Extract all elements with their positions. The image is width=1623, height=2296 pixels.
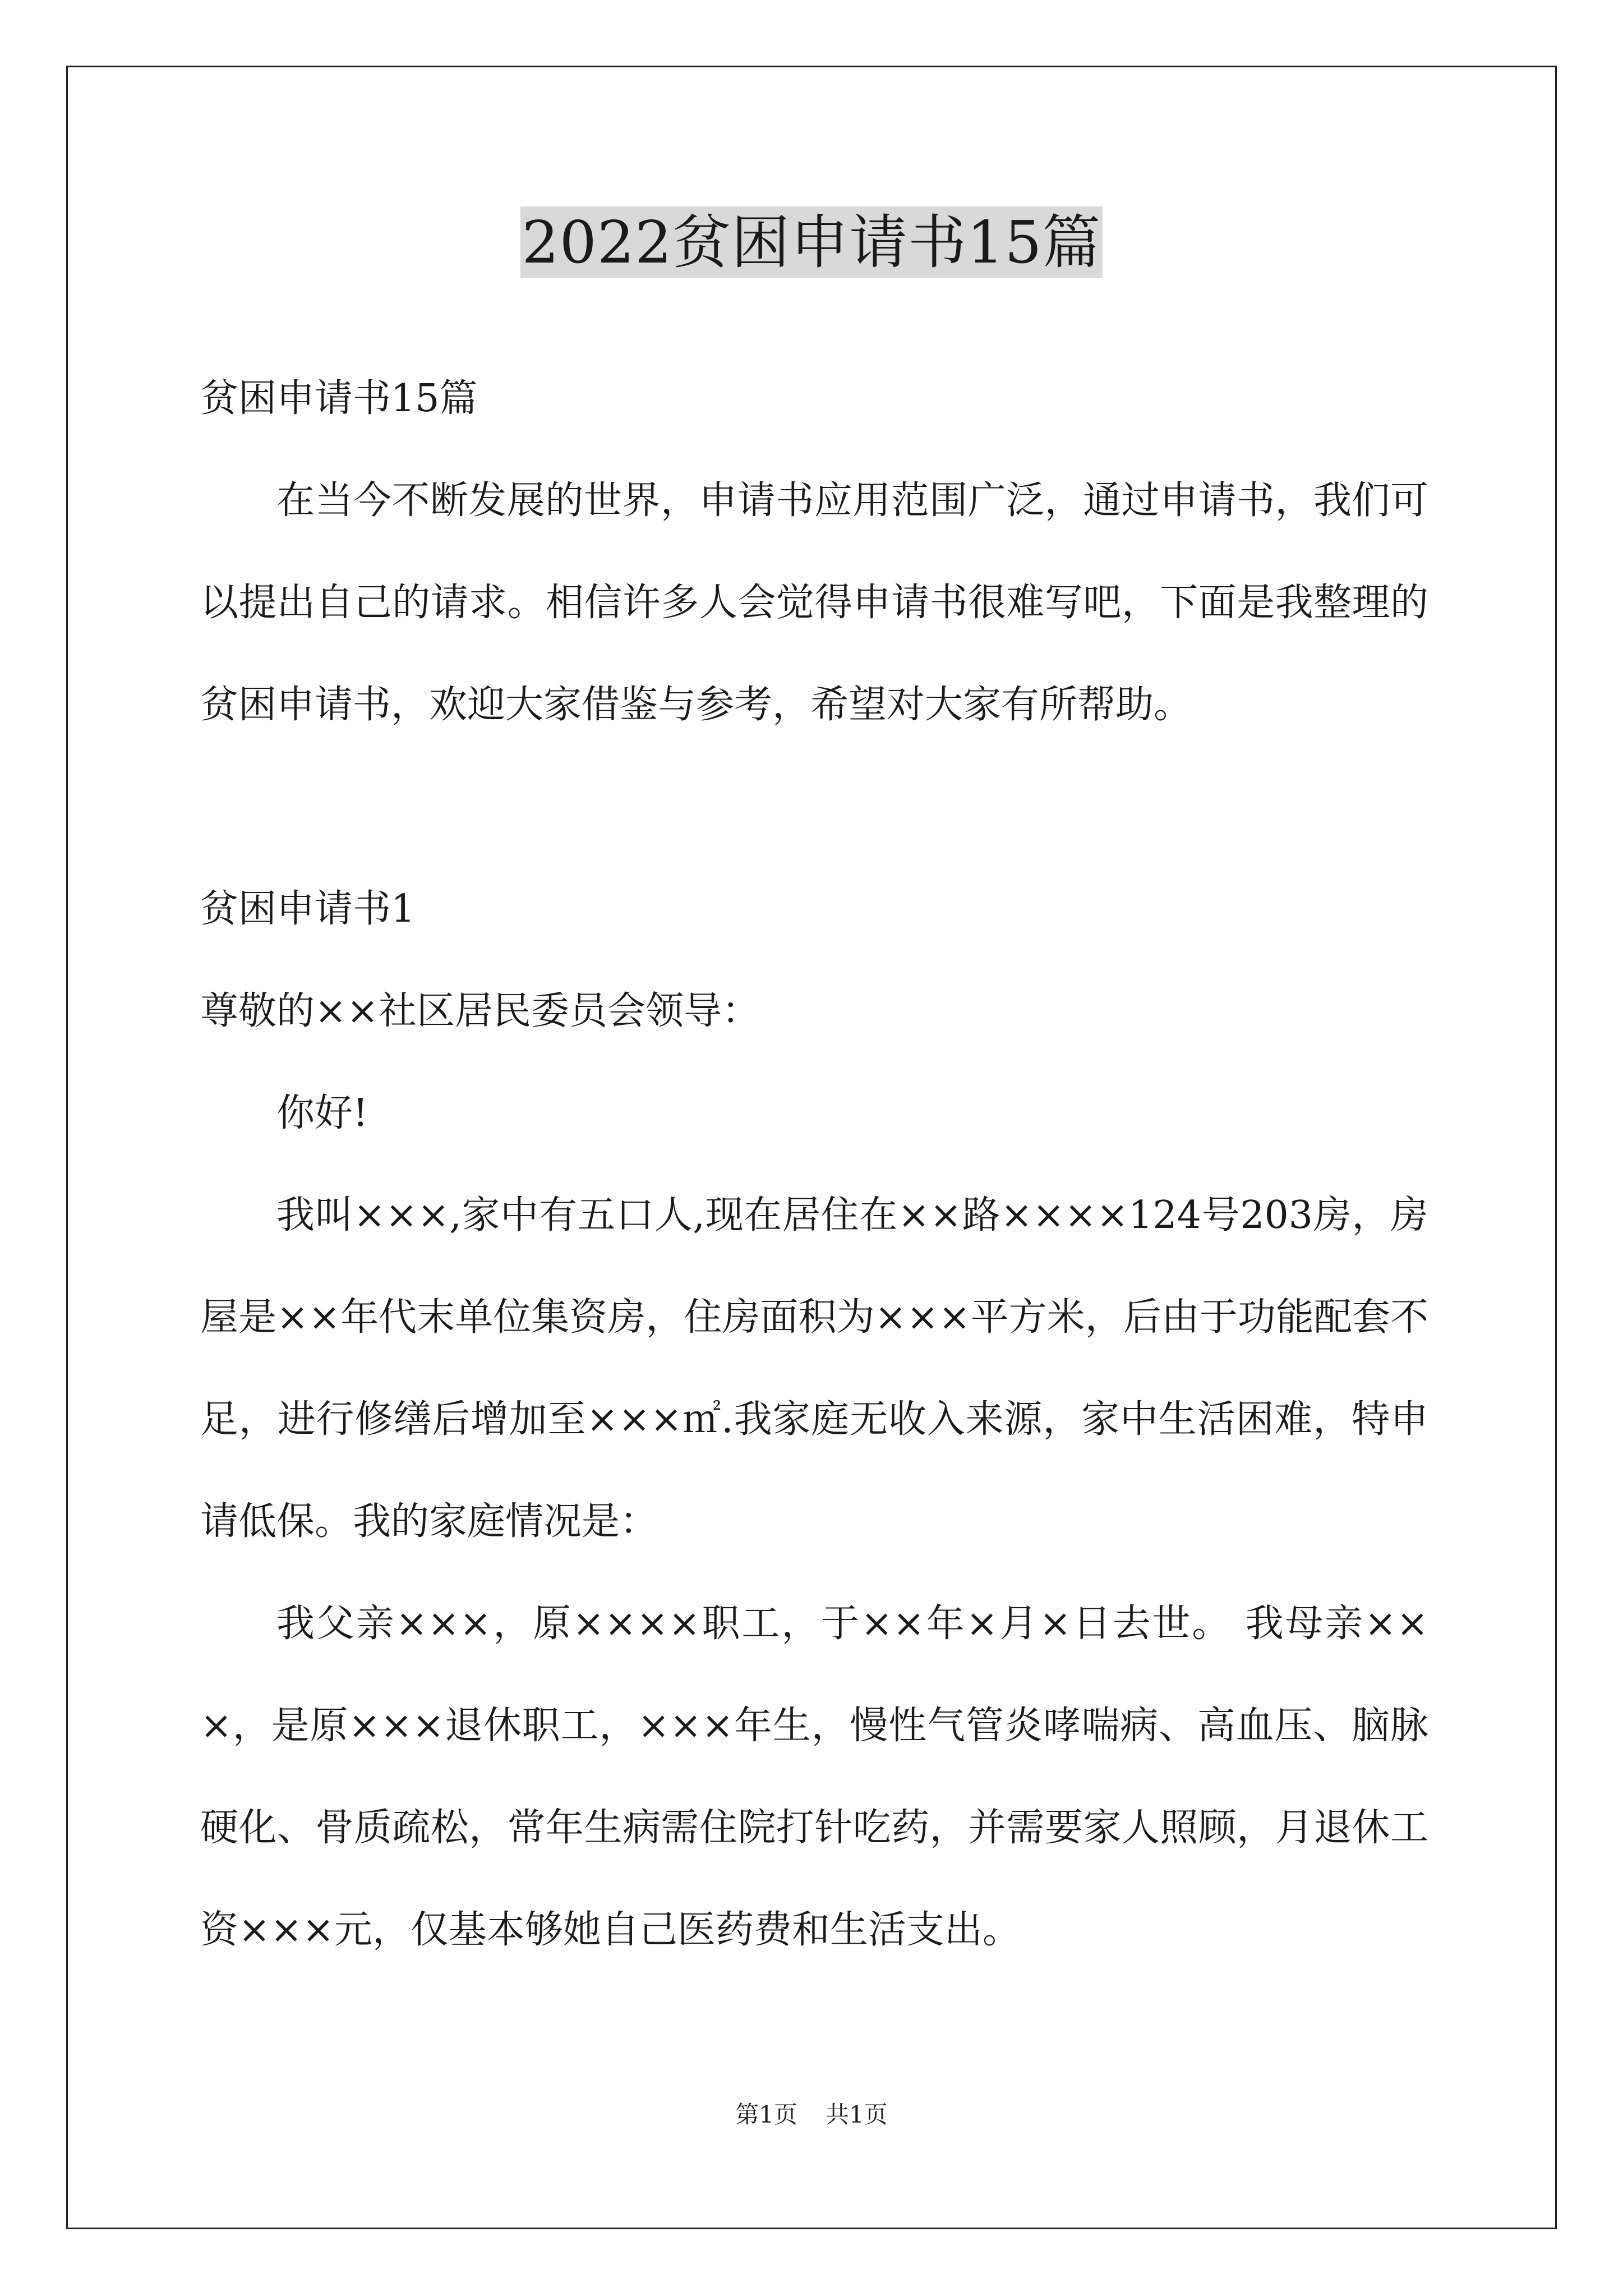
subtitle: 贫困申请书15篇	[200, 376, 478, 421]
page-footer	[0, 2099, 1623, 2131]
intro-paragraph: 在当今不断发展的世界，申请书应用范围广泛，通过申请书，我们可以提出自己的请求。相信许多人会觉得申请书很难写吧，下面是我整理的贫困申请书，欢迎大家借鉴与参考，希望对大家有所帮助。	[200, 478, 1428, 727]
body-paragraph-1: 我叫×××,家中有五口人,现在居住在××路××××124号203房，房屋是××年代末单位集资房，住房面积为×××平方米，后由于功能配套不足，进行修缮后增加至×××㎡.我家庭无收入来源，家中生活困难，特申请低保。我的家庭情况是：	[200, 1193, 1428, 1544]
body-paragraph-2: 我父亲×××，原××××职工，于××年×月×日去世。 我母亲×××，是原×××退休职工，×××年生，慢性气管炎哮喘病、高血压、脑脉硬化、骨质疏松，常年生病需住院打针吃药，并需要家人照顾，月退休工资×××元，仅基本够她自己医药费和生活支出。	[200, 1602, 1428, 1952]
page-number: 第1页	[735, 2101, 797, 2128]
letter-body	[200, 858, 1428, 1981]
document-title: 2022贫困申请书15篇	[520, 206, 1102, 278]
section-heading: 贫困申请书1	[200, 887, 416, 931]
greeting: 你好!	[276, 1091, 368, 1135]
document-body	[200, 348, 1428, 756]
title-container	[0, 206, 1623, 278]
page-total: 共1页	[826, 2101, 888, 2128]
salutation: 尊敬的××社区居民委员会领导：	[200, 989, 760, 1033]
